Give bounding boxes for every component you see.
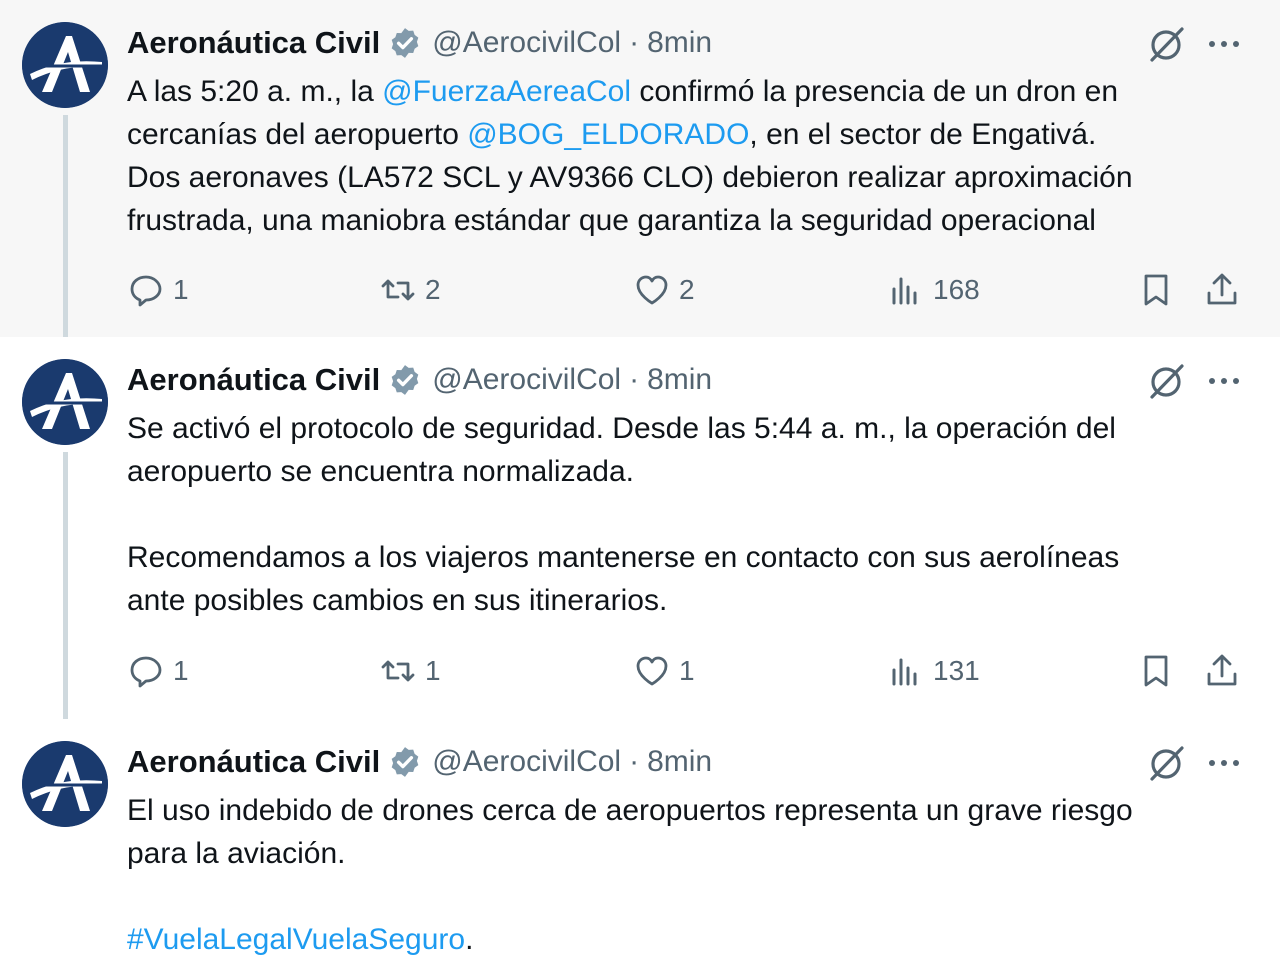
thread-connector-line: [63, 452, 68, 732]
thread-connector-line: [63, 115, 68, 350]
tweet-text-line: [127, 450, 1247, 493]
reply-icon: [127, 271, 165, 309]
tweet-text-segment: frustrada, una maniobra estándar que garantiza la seguridad operacional: [127, 204, 1096, 237]
tweet-text-segment: para la aviación.: [127, 837, 346, 870]
like-count: 1: [679, 655, 695, 686]
tweet-text-segment: Dos aeronaves (LA572 SCL y AV9366 CLO) debieron realizar aproximación: [127, 161, 1133, 194]
reply-button[interactable]: [127, 649, 189, 693]
share-button[interactable]: [1203, 649, 1249, 693]
retweet-icon: [379, 652, 417, 690]
tweet-text-line: [127, 832, 1247, 875]
tweet[interactable]: [0, 0, 1280, 337]
grok-icon[interactable]: [1146, 361, 1186, 401]
tweet-text: [127, 789, 1247, 961]
bookmark-button[interactable]: [1137, 268, 1183, 312]
reply-count: 1: [173, 274, 189, 305]
timestamp[interactable]: 8min: [647, 363, 713, 396]
share-icon: [1203, 271, 1241, 309]
tweet-text-line: [127, 536, 1247, 579]
tweet-text-line: [127, 156, 1247, 199]
avatar[interactable]: [22, 359, 108, 445]
aerocivil-logo-icon: [22, 359, 108, 445]
retweet-icon: [379, 271, 417, 309]
tweet-text-line: [127, 875, 1247, 918]
verified-badge-icon: [388, 745, 422, 779]
reply-count: 1: [173, 655, 189, 686]
tweet-text-segment: El uso indebido de drones cerca de aeropuertos representa un grave riesgo: [127, 794, 1133, 827]
grok-icon[interactable]: [1146, 24, 1186, 64]
tweet-text-line: [127, 70, 1247, 113]
bookmark-icon: [1137, 271, 1175, 309]
tweet-actions: [127, 268, 1247, 312]
tweet-text-line: [127, 113, 1247, 156]
retweet-count: 1: [425, 655, 441, 686]
header-separator: ·: [629, 363, 640, 396]
share-icon: [1203, 652, 1241, 690]
verified-badge-icon: [388, 26, 422, 60]
more-options-icon[interactable]: [1204, 361, 1244, 401]
tweet-text-line: [127, 789, 1247, 832]
grok-icon[interactable]: [1146, 743, 1186, 783]
reply-button[interactable]: [127, 268, 189, 312]
tweet-header: [127, 22, 712, 64]
views-icon: [887, 271, 925, 309]
header-separator: ·: [629, 745, 640, 778]
bookmark-icon: [1137, 652, 1175, 690]
tweet-text-segment: , en el sector de Engativá.: [749, 118, 1097, 151]
aerocivil-logo-icon: [22, 22, 108, 108]
tweet-text-segment: Recomendamos a los viajeros mantenerse en contacto con sus aerolíneas: [127, 541, 1120, 574]
heart-icon: [633, 271, 671, 309]
timestamp[interactable]: 8min: [647, 745, 713, 778]
author-handle[interactable]: @AerocivilCol: [432, 26, 622, 59]
author-handle[interactable]: @AerocivilCol: [432, 745, 622, 778]
author-name[interactable]: Aeronáutica Civil: [127, 362, 381, 397]
tweet-text-segment: aeropuerto se encuentra normalizada.: [127, 455, 634, 488]
share-button[interactable]: [1203, 268, 1249, 312]
tweet-text-line: [127, 407, 1247, 450]
views-button[interactable]: [887, 268, 980, 312]
tweet-text: [127, 70, 1247, 242]
tweet-text-line: [127, 918, 1247, 961]
more-options-icon[interactable]: [1204, 24, 1244, 64]
tweet-text-line: [127, 199, 1247, 242]
author-name[interactable]: Aeronáutica Civil: [127, 25, 381, 60]
timestamp[interactable]: 8min: [647, 26, 713, 59]
hashtag-link[interactable]: #VuelaLegalVuelaSeguro: [127, 923, 466, 956]
aerocivil-logo-icon: [22, 741, 108, 827]
views-count: 168: [933, 274, 980, 305]
tweet-text-line: [127, 579, 1247, 622]
tweet-text: [127, 407, 1247, 622]
retweet-button[interactable]: [379, 268, 441, 312]
avatar[interactable]: [22, 22, 108, 108]
like-count: 2: [679, 274, 695, 305]
tweet-text-segment: .: [465, 923, 474, 956]
author-name[interactable]: Aeronáutica Civil: [127, 744, 381, 779]
author-handle[interactable]: @AerocivilCol: [432, 363, 622, 396]
tweet[interactable]: [0, 719, 1280, 972]
tweet-text-line: [127, 493, 1247, 536]
tweet-text-segment: cercanías del aeropuerto: [127, 118, 468, 151]
tweet[interactable]: [0, 337, 1280, 719]
tweet-text-segment: confirmó la presencia de un dron en: [631, 75, 1119, 108]
mention-link[interactable]: @FuerzaAereaCol: [382, 75, 632, 108]
tweet-header: [127, 359, 712, 401]
retweet-button[interactable]: [379, 649, 441, 693]
views-count: 131: [933, 655, 980, 686]
heart-icon: [633, 652, 671, 690]
like-button[interactable]: [633, 649, 695, 693]
reply-icon: [127, 652, 165, 690]
tweet-text-segment: Se activó el protocolo de seguridad. Desde las 5:44 a. m., la operación del: [127, 412, 1116, 445]
retweet-count: 2: [425, 274, 441, 305]
more-options-icon[interactable]: [1204, 743, 1244, 783]
avatar[interactable]: [22, 741, 108, 827]
mention-link[interactable]: @BOG_ELDORADO: [467, 118, 750, 151]
tweet-text-segment: A las 5:20 a. m., la: [127, 75, 383, 108]
like-button[interactable]: [633, 268, 695, 312]
bookmark-button[interactable]: [1137, 649, 1183, 693]
verified-badge-icon: [388, 363, 422, 397]
views-icon: [887, 652, 925, 690]
tweet-actions: [127, 649, 1247, 693]
header-separator: ·: [629, 26, 640, 59]
tweet-header: [127, 741, 712, 783]
views-button[interactable]: [887, 649, 980, 693]
tweet-text-segment: ante posibles cambios en sus itinerarios.: [127, 584, 668, 617]
